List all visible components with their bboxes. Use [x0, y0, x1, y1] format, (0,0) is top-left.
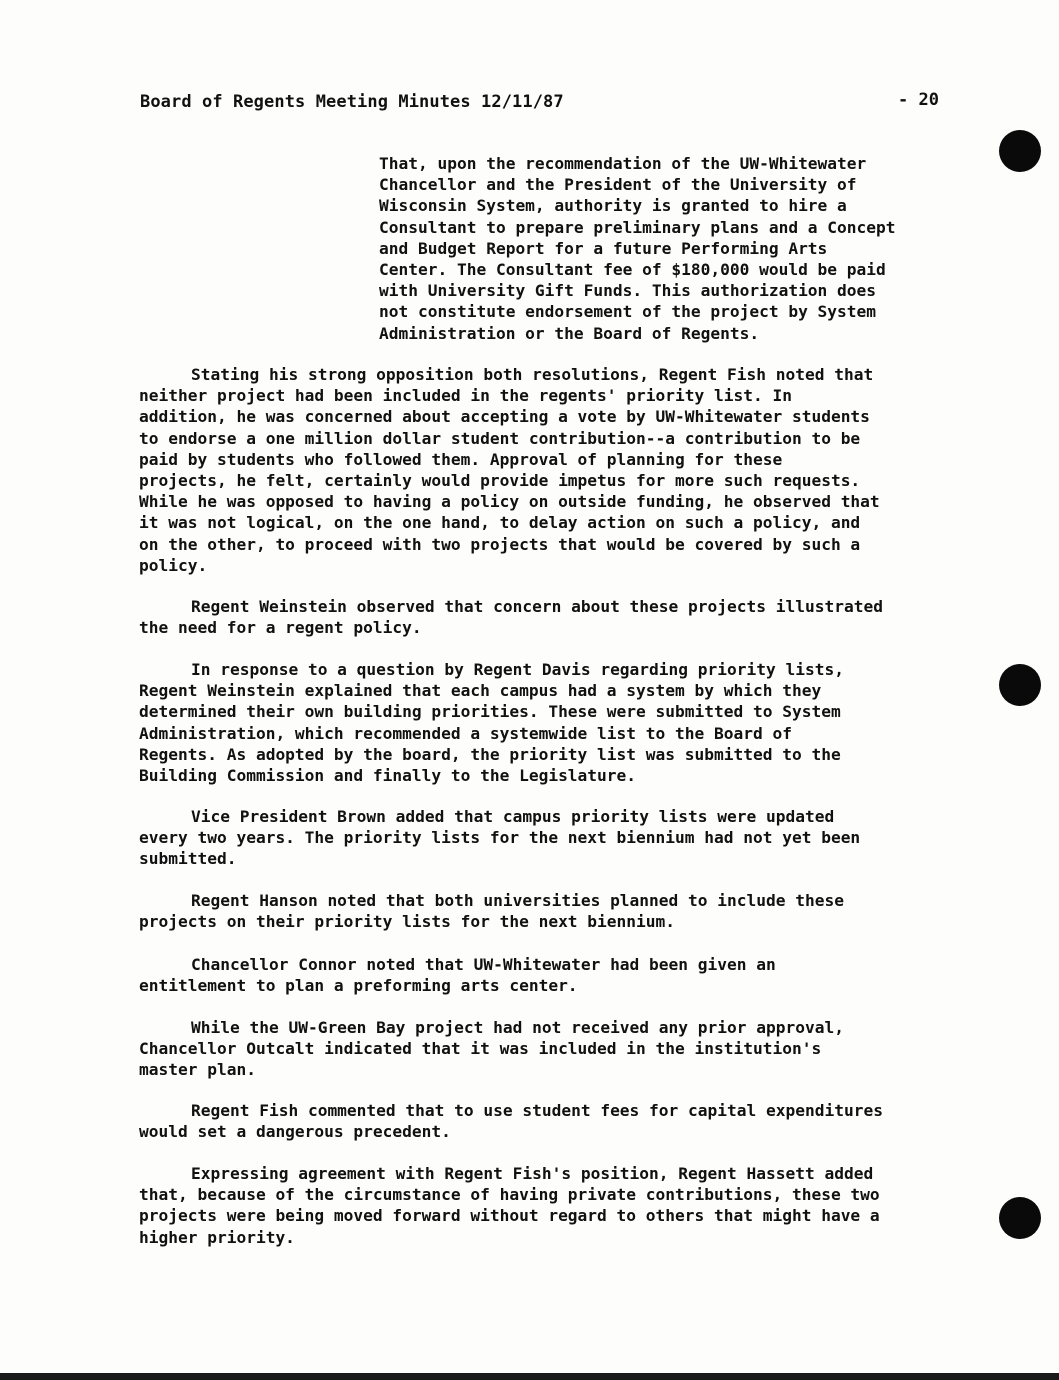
- paragraph-brown-updates: [139, 806, 959, 870]
- paragraph-hanson: [139, 890, 959, 932]
- paragraph-line: projects were being moved forward without regard to others that might have a: [139, 1206, 880, 1226]
- paragraph-line: Chancellor Connor noted that UW-Whitewater had been given an: [191, 955, 776, 974]
- paragraph-hassett: [139, 1163, 959, 1248]
- paragraph-line: to endorse a one million dollar student contribution--a contribution to be: [139, 428, 861, 448]
- paragraph-fish-opposition: [139, 364, 959, 576]
- resolution-line: Center. The Consultant fee of $180,000 would be paid: [379, 260, 886, 280]
- paragraph-line: every two years. The priority lists for the next biennium had not yet been: [139, 828, 861, 848]
- resolution-line: not constitute endorsement of the project by System: [379, 302, 877, 322]
- paragraph-line: Regent Weinstein observed that concern about these projects illustrated: [191, 597, 883, 616]
- document-title: Board of Regents Meeting Minutes 12/11/87: [140, 92, 564, 112]
- paragraph-line: projects, he felt, certainly would provide impetus for more such requests.: [139, 471, 861, 491]
- paragraph-outcalt: [139, 1017, 959, 1081]
- paragraph-line: Regent Fish commented that to use student fees for capital expenditures: [191, 1101, 883, 1120]
- resolution-line: and Budget Report for a future Performing Arts: [379, 238, 828, 258]
- paragraph-line: paid by students who followed them. Approval of planning for these: [139, 449, 783, 469]
- paragraph-line: on the other, to proceed with two projects that would be covered by such a: [139, 534, 861, 554]
- resolution-line: Consultant to prepare preliminary plans and a Concept: [379, 217, 896, 237]
- punch-hole-top: [999, 130, 1041, 172]
- paragraph-line: Building Commission and finally to the Legislature.: [139, 766, 637, 786]
- paragraph-line: Chancellor Outcalt indicated that it was included in the institution's: [139, 1039, 822, 1059]
- resolution-line: with University Gift Funds. This authorization does: [379, 281, 877, 301]
- scan-bottom-edge: [0, 1373, 1059, 1380]
- page-number: - 20: [898, 90, 939, 110]
- paragraph-davis-priority: [139, 659, 959, 786]
- paragraph-line: higher priority.: [139, 1227, 295, 1247]
- paragraph-line: entitlement to plan a preforming arts center.: [139, 976, 578, 996]
- paragraph-line: Regents. As adopted by the board, the priority list was submitted to the: [139, 744, 841, 764]
- punch-hole-bottom: [999, 1197, 1041, 1239]
- resolution-line: Administration or the Board of Regents.: [379, 323, 760, 343]
- paragraph-line: Regent Weinstein explained that each campus had a system by which they: [139, 681, 822, 701]
- paragraph-line: policy.: [139, 555, 208, 575]
- paragraph-line: Vice President Brown added that campus priority lists were updated: [191, 807, 835, 826]
- paragraph-line: Stating his strong opposition both resolutions, Regent Fish noted that: [191, 365, 874, 384]
- paragraph-weinstein-policy: [139, 596, 959, 638]
- paragraph-line: projects on their priority lists for the next biennium.: [139, 912, 676, 932]
- paragraph-line: While the UW-Green Bay project had not received any prior approval,: [191, 1018, 844, 1037]
- punch-hole-middle: [999, 664, 1041, 706]
- paragraph-line: it was not logical, on the one hand, to delay action on such a policy, and: [139, 513, 861, 533]
- paragraph-line: would set a dangerous precedent.: [139, 1122, 451, 1142]
- paragraph-line: master plan.: [139, 1060, 256, 1080]
- paragraph-line: Regent Hanson noted that both universities planned to include these: [191, 891, 844, 910]
- paragraph-line: determined their own building priorities. These were submitted to System: [139, 702, 841, 722]
- paragraph-line: addition, he was concerned about accepting a vote by UW-Whitewater students: [139, 407, 870, 427]
- paragraph-line: the need for a regent policy.: [139, 618, 422, 638]
- resolution-block: [379, 153, 959, 344]
- resolution-line: Wisconsin System, authority is granted to hire a: [379, 196, 847, 216]
- paragraph-line: submitted.: [139, 849, 237, 869]
- resolution-line: That, upon the recommendation of the UW-Whitewater: [379, 154, 867, 173]
- paragraph-fish-fees: [139, 1100, 959, 1142]
- paragraph-connor: [139, 954, 959, 996]
- resolution-line: Chancellor and the President of the University of: [379, 175, 857, 195]
- paragraph-line: neither project had been included in the regents' priority list. In: [139, 386, 792, 406]
- paragraph-line: In response to a question by Regent Davis regarding priority lists,: [191, 660, 844, 679]
- paragraph-line: Administration, which recommended a systemwide list to the Board of: [139, 723, 792, 743]
- paragraph-line: While he was opposed to having a policy on outside funding, he observed that: [139, 492, 880, 512]
- paragraph-line: Expressing agreement with Regent Fish's position, Regent Hassett added: [191, 1164, 874, 1183]
- paragraph-line: that, because of the circumstance of having private contributions, these two: [139, 1185, 880, 1205]
